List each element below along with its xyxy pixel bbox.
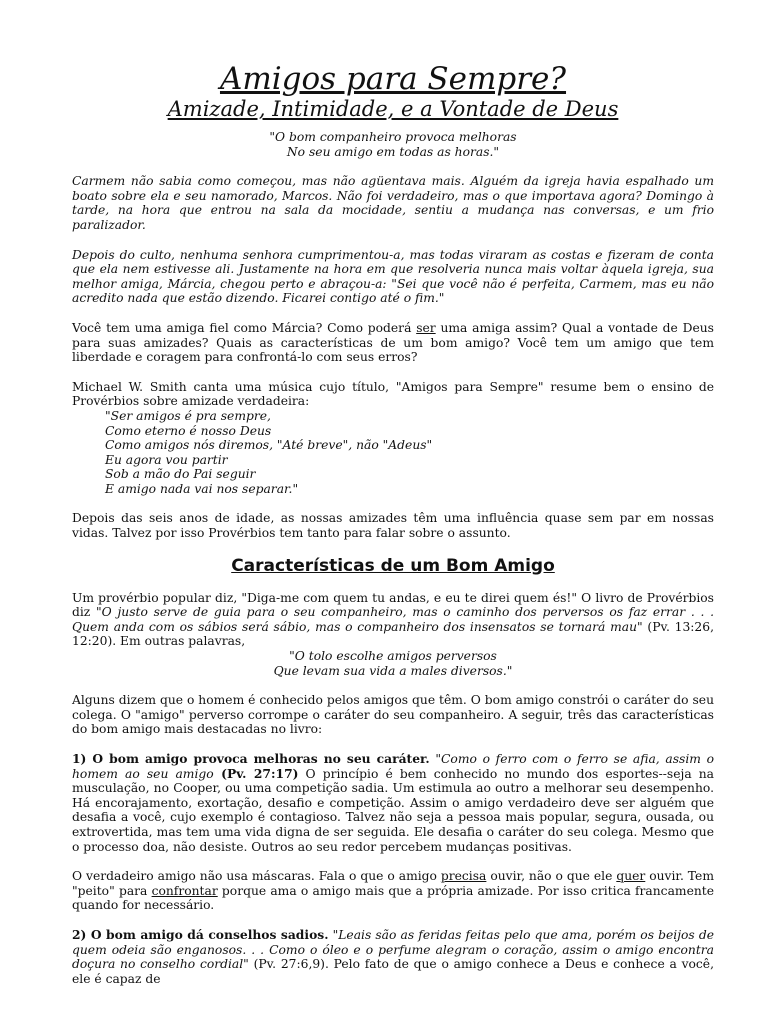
section-heading: Características de um Bom Amigo bbox=[231, 555, 555, 576]
document-page bbox=[72, 62, 714, 986]
questions-paragraph: Você tem uma amiga fiel como Márcia? Como poderá ser uma amiga assim? Qual a vontade de Deus para suas amizades? Quais as características de um bom amigo? Você tem um amigo que tem liberdade e coragem para confrontá-lo com seus erros? bbox=[72, 320, 714, 365]
page-title: Amigos para Sempre? bbox=[219, 61, 567, 97]
lyric-line: Eu agora vou partir bbox=[105, 452, 228, 467]
after-song-paragraph: Depois das seis anos de idade, as nossas amizades têm uma influência quase sem par em nossas vidas. Talvez por isso Provérbios tem tanto para falar sobre o assunto. bbox=[72, 511, 714, 541]
song-lyrics bbox=[72, 409, 714, 497]
lyric-line: Sob a mão do Pai seguir bbox=[105, 467, 256, 482]
proverb-quote: "O justo serve de guia para o seu companheiro, mas o caminho dos perversos os faz errar . . . Quem anda com os sábios será sábio, mas o companheiro dos insensatos se tornará mau" bbox=[72, 605, 714, 634]
lyric-line: E amigo nada vai nos separar." bbox=[105, 481, 299, 496]
lyric-line: Como eterno é nosso Deus bbox=[105, 423, 272, 438]
underlined-word: confrontar bbox=[151, 883, 218, 898]
proverb-paragraph: Um provérbio popular diz, "Diga-me com quem tu andas, e eu te direi quem és!" O livro de Provérbios diz "O justo serve de guia para o seu companheiro, mas o caminho dos perversos os faz errar . . . Quem anda com os sábios será sábio, mas o companheiro dos insensatos se tornará mau" (Pv. 13:26, 12:20). Em outras palavras, bbox=[72, 590, 714, 649]
point-1-paragraph: 1) O bom amigo provoca melhoras no seu caráter. "Como o ferro com o ferro se afia, assim o homem ao seu amigo (Pv. 27:17) O princípio é bem conhecido no mundo dos esportes--seja na musculação, no Cooper, ou uma competição sadia. Um estimula ao outro a melhorar seu desempenho. Há encorajamento, exortação, desafio e competição. Assim o amigo verdadeiro deve ser alguém que desafia a você, cujo exemplo é contagioso. Talvez não seja a pessoa mais popular, segura, ousada, ou extrovertida, mas tem uma vida digna de ser seguida. Ele desafia o caráter do seu colega. Mesmo que o processo doa, não desiste. Outros ao seu redor percebem mudanças positivas. bbox=[72, 751, 714, 854]
mask-paragraph: O verdadeiro amigo não usa máscaras. Fala o que o amigo precisa ouvir, não o que ele quer ouvir. Tem "peito" para confrontar porque ama o amigo mais que a própria amizade. Por isso critica francamente quando for necessário. bbox=[72, 869, 714, 913]
epigraph bbox=[72, 130, 714, 159]
verse bbox=[72, 649, 714, 678]
alguns-paragraph: Alguns dizem que o homem é conhecido pelos amigos que têm. O bom amigo constrói o caráter do seu colega. O "amigo" perverso corrompe o caráter do seu companheiro. A seguir, três das características do bom amigo mais destacadas no livro: bbox=[72, 693, 714, 737]
lyric-line: Como amigos nós diremos, "Até breve", não "Adeus" bbox=[105, 438, 433, 453]
point-2-paragraph: 2) O bom amigo dá conselhos sadios. "Leais são as feridas feitas pelo que ama, porém os beijos de quem odeia são enganosos. . . Como o óleo e o perfume alegram o coração, assim o amigo encontra doçura no conselho cordial" (Pv. 27:6,9). Pelo fato de que o amigo conhece a Deus e conhece a você, ele é capaz de bbox=[72, 926, 714, 986]
epigraph-line: "O bom companheiro provoca melhoras bbox=[269, 130, 517, 144]
point-1-heading: 1) O bom amigo provoca melhoras no seu caráter. bbox=[72, 751, 430, 766]
story-paragraph-2: Depois do culto, nenhuma senhora cumprimentou-a, mas todas viraram as costas e fizeram de conta que ela nem estivesse ali. Justamente na hora em que resolveria nunca mais voltar àquela igreja, sua melhor amiga, Márcia, chegou perto e abraçou-a: "Sei que você não é perfeita, Carmem, mas eu não acredito nada que estão dizendo. Ficarei contigo até o fim." bbox=[72, 247, 714, 306]
song-intro: Michael W. Smith canta uma música cujo título, "Amigos para Sempre" resume bem o ensino de Provérbios sobre amizade verdadeira: bbox=[72, 379, 714, 409]
point-1-reference: (Pv. 27:17) bbox=[213, 765, 299, 781]
underlined-word: ser bbox=[416, 320, 436, 335]
point-2-quote: "Leais são as feridas feitas pelo que ama, porém os beijos de quem odeia são enganosos. . . Como o óleo e o perfume alegram o coração, assim o amigo encontra doçura no conselho cordial" bbox=[72, 927, 714, 972]
story-paragraph-1: Carmem não sabia como começou, mas não agüentava mais. Alguém da igreja havia espalhado um boato sobre ela e seu namorado, Marcos. Não foi verdadeiro, mas o que importava agora? Domingo à tarde, na hora que entrou na sala da mocidade, sentiu a mudança nas conversas, e um frio paralizador. bbox=[72, 174, 714, 232]
underlined-word: quer bbox=[616, 869, 646, 884]
point-2-heading: 2) O bom amigo dá conselhos sadios. bbox=[72, 926, 329, 942]
point-1-quote: "Como o ferro com o ferro se afia, assim o homem ao seu amigo bbox=[72, 752, 714, 781]
lyric-line: "Ser amigos é pra sempre, bbox=[105, 408, 271, 423]
page-subtitle: Amizade, Intimidade, e a Vontade de Deus bbox=[167, 97, 619, 121]
underlined-word: precisa bbox=[440, 869, 487, 884]
epigraph-line: No seu amigo em todas as horas." bbox=[286, 144, 500, 159]
verse-line: "O tolo escolhe amigos perversos bbox=[289, 649, 497, 664]
verse-line: Que levam sua vida a males diversos." bbox=[273, 663, 513, 678]
